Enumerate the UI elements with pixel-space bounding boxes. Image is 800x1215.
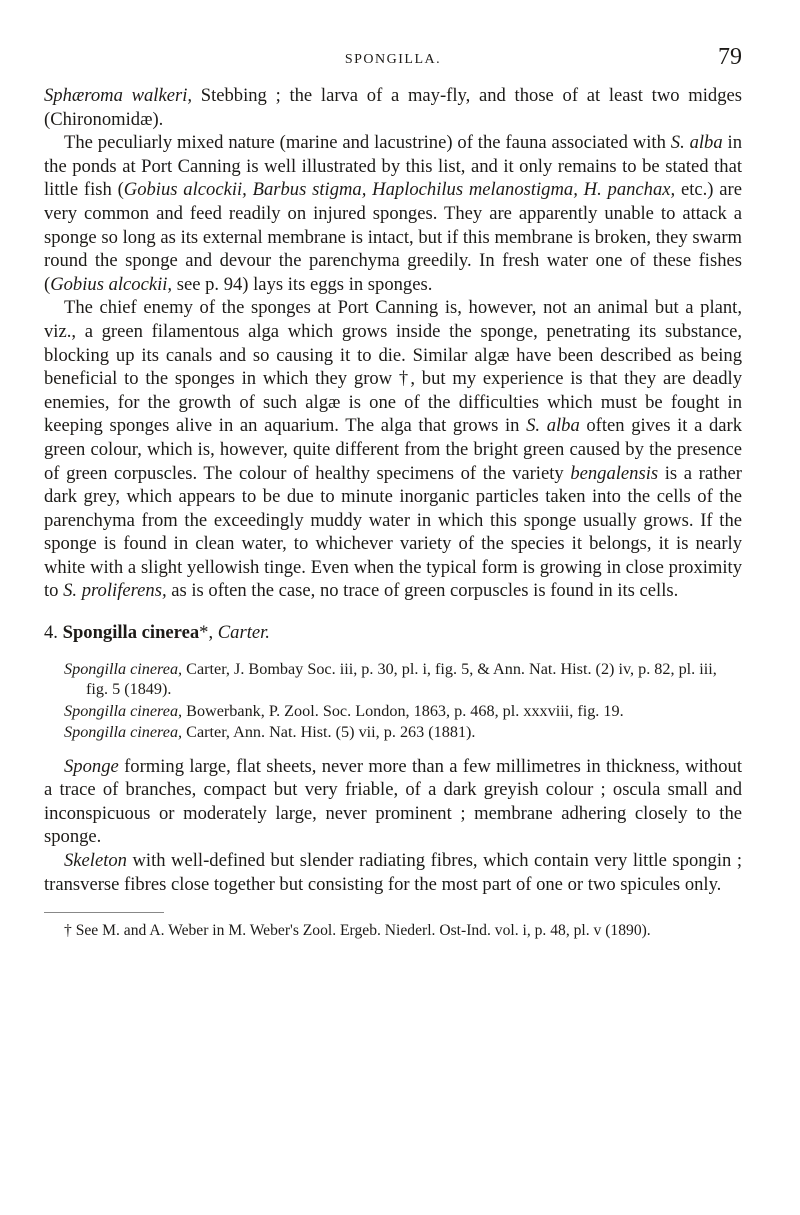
species-heading <box>44 621 742 645</box>
description-text: forming large, flat sheets, never more than a few millimetres in thickness, without a trace of branches, compact but very friable, of a dark greyish colour ; oscula small and inconspicuous or moderately large, never prominent ; membrane adhering closely to the sponge. <box>44 755 742 848</box>
paragraph-text: The chief enemy of the sponges at Port Canning is, however, not an animal but a plant, viz., a green filamentous alga which grows inside the sponge, penetrating its substance, blocking up its canals and so causing it to die. Similar algæ have been described as being beneficial to the sponges in which they grow †, but my experience is that they are deadly enemies, for the growth of such algæ is one of the difficulties which must be fought in keeping sponges alive in an aquarium. The alga that grows in <box>44 297 742 437</box>
species-name: Gobius alcockii, Barbus stigma, Haplochilus melanostigma, H. panchax, <box>123 179 676 201</box>
reference-name: Spongilla cinerea, <box>64 723 183 742</box>
species-name: S. proliferens, <box>63 580 167 602</box>
variety-name: bengalensis <box>570 462 659 484</box>
paragraph-text: The peculiarly mixed nature (marine and lacustrine) of the fauna associated with <box>64 132 671 154</box>
footnote-divider <box>44 912 164 913</box>
species-name: S. alba <box>670 132 723 154</box>
section-label: Sponge <box>64 755 119 777</box>
paragraph-text: in the ponds at Port Canning is well illustrated by this list, and it only remains to be stated that little fish ( <box>44 132 742 201</box>
paragraph-text: as is often the case, no trace of green corpuscles is found in its cells. <box>166 580 679 602</box>
species-author: Carter. <box>217 622 270 644</box>
body-text <box>44 84 742 603</box>
description-text: with well-defined but slender radiating fibres, which contain very little spongin ; transverse fibres close together but consisting for the most part of one or two spicules only. <box>44 850 742 895</box>
species-description <box>44 755 742 897</box>
paragraph-text: often gives it a dark green colour, which is, however, quite different from the bright green caused by the presence of green corpuscles. The colour of healthy specimens of the variety <box>44 415 742 484</box>
reference-name: Spongilla cinerea, <box>64 659 183 678</box>
skeleton-description <box>44 849 742 896</box>
species-mark: *, <box>199 622 214 644</box>
species-name: Gobius alcockii, <box>50 273 173 295</box>
paragraph-text: is a rather dark grey, which appears to be due to minute inorganic particles taken into the cells of the parenchyma from the exceedingly muddy water in which this sponge usually grows. If the sponge is found in clean water, to whichever variety of the species it belongs, it is nearly white with a slight yellowish tinge. Even when the typical form is growing in close proximity to <box>44 462 742 602</box>
reference-text: Carter, Ann. Nat. Hist. (5) vii, p. 263 (1881). <box>182 723 476 742</box>
reference-text: Bowerbank, P. Zool. Soc. London, 1863, p. 468, pl. xxxviii, fig. 19. <box>182 701 624 720</box>
species-number: 4. <box>44 622 58 644</box>
reference-text: Carter, J. Bombay Soc. iii, p. 30, pl. i, fig. 5, & Ann. Nat. Hist. (2) iv, p. 82, pl. iii, fig. 5 (1849). <box>86 659 717 699</box>
species-name: S. alba <box>526 415 580 437</box>
sponge-description <box>44 755 742 849</box>
paragraph-1 <box>44 84 742 131</box>
reference-entry <box>44 659 742 700</box>
running-head: SPONGILLA. <box>344 52 442 67</box>
species-name: Sphæroma walkeri, <box>44 85 193 106</box>
footnote: † See M. and A. Weber in M. Weber's Zool. Ergeb. Niederl. Ost-Ind. vol. i, p. 48, pl. v (1890). <box>64 922 651 940</box>
reference-entry <box>44 701 742 722</box>
paragraph-text: Stebbing ; the larva of a may-fly, and those of at least two midges (Chironomidæ). <box>44 85 743 130</box>
reference-name: Spongilla cinerea, <box>64 701 183 720</box>
paragraph-2 <box>44 131 742 296</box>
paragraph-text: etc.) are very common and feed readily on injured sponges. They are apparently unable to attack a sponge so long as its external membrane is intact, but if this membrane is broken, they swarm round the sponge and devour the parenchyma greedily. In fresh water one of these fishes ( <box>44 179 742 295</box>
paragraph-text: see p. 94) lays its eggs in sponges. <box>172 273 433 295</box>
species-title: Spongilla cinerea <box>62 622 200 644</box>
page-number: 79 <box>718 44 742 70</box>
paragraph-3 <box>44 296 742 603</box>
synonymy-references <box>44 659 742 743</box>
reference-entry <box>44 722 742 743</box>
section-label: Skeleton <box>64 850 127 872</box>
page-header <box>44 44 742 84</box>
